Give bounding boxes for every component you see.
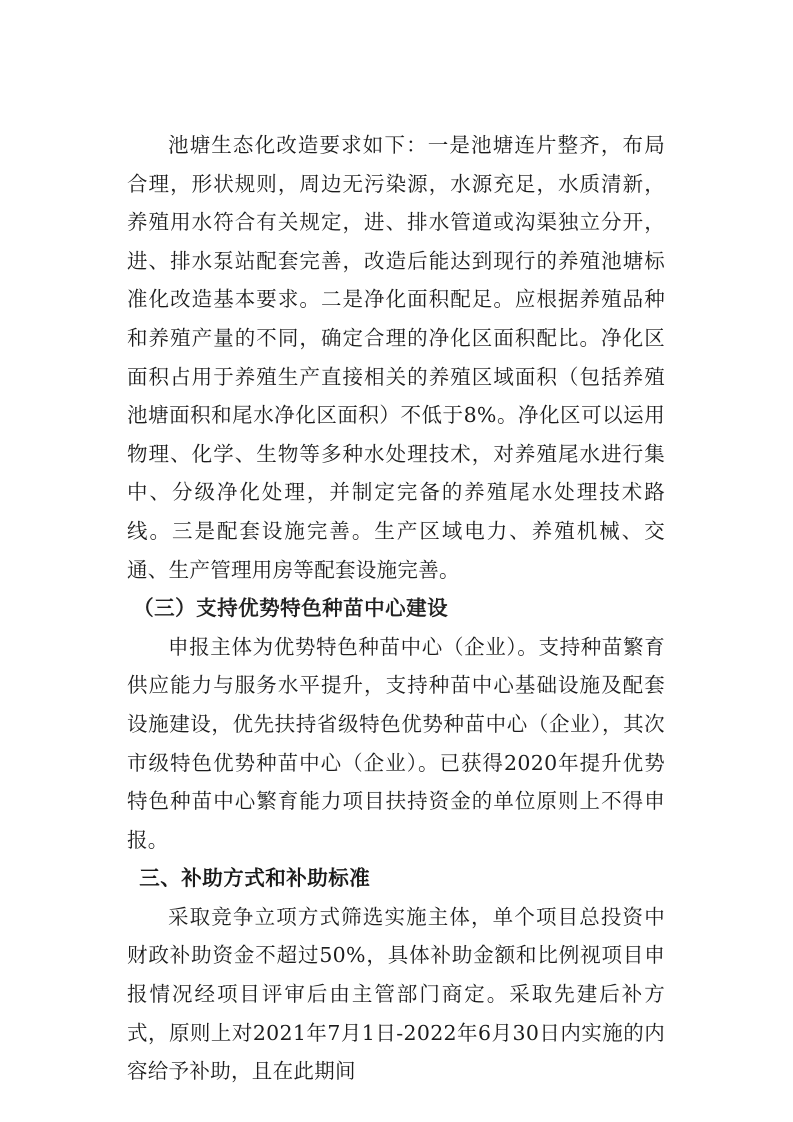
paragraph-pond-ecological-requirements: 池塘生态化改造要求如下：一是池塘连片整齐，布局合理，形状规则，周边无污染源，水源充足，水质清新，养殖用水符合有关规定，进、排水管道或沟渠独立分开，进、排水泵站配套完善，改造后能达到现行的养殖池塘标准化改造基本要求。二是净化面积配足。应根据养殖品种和养殖产量的不同，确定合理的净化区面积配比。净化区面积占用于养殖生产直接相关的养殖区域面积（包括养殖池塘面积和尾水净化区面积）不低于8%。净化区可以运用物理、化学、生物等多种水处理技术，对养殖尾水进行集中、分级净化处理，并制定完备的养殖尾水处理技术路线。三是配套设施完善。生产区域电力、养殖机械、交通、生产管理用房等配套设施完善。 [127, 133, 665, 582]
page-body [127, 126, 665, 1091]
paragraph-subsidy-details: 采取竞争立项方式筛选实施主体，单个项目总投资中财政补助资金不超过50%，具体补助金额和比例视项目申报情况经项目评审后由主管部门商定。采取先建后补方式，原则上对2021年7月1日-2022年6月30日内实施的内容给予补助，且在此期间 [127, 904, 665, 1084]
subsection-heading-seedling-center: （三）支持优势特色种苗中心建设 [133, 596, 449, 621]
paragraph-seedling-center-applicants: 申报主体为优势特色种苗中心（企业）。支持种苗繁育供应能力与服务水平提升，支持种苗中心基础设施及配套设施建设，优先扶持省级特色优势种苗中心（企业），其次市级特色优势种苗中心（企业）。已获得2020年提升优势特色种苗中心繁育能力项目扶持资金的单位原则上不得申报。 [127, 634, 665, 852]
section-heading-subsidy-method: 三、补助方式和补助标准 [139, 866, 371, 891]
